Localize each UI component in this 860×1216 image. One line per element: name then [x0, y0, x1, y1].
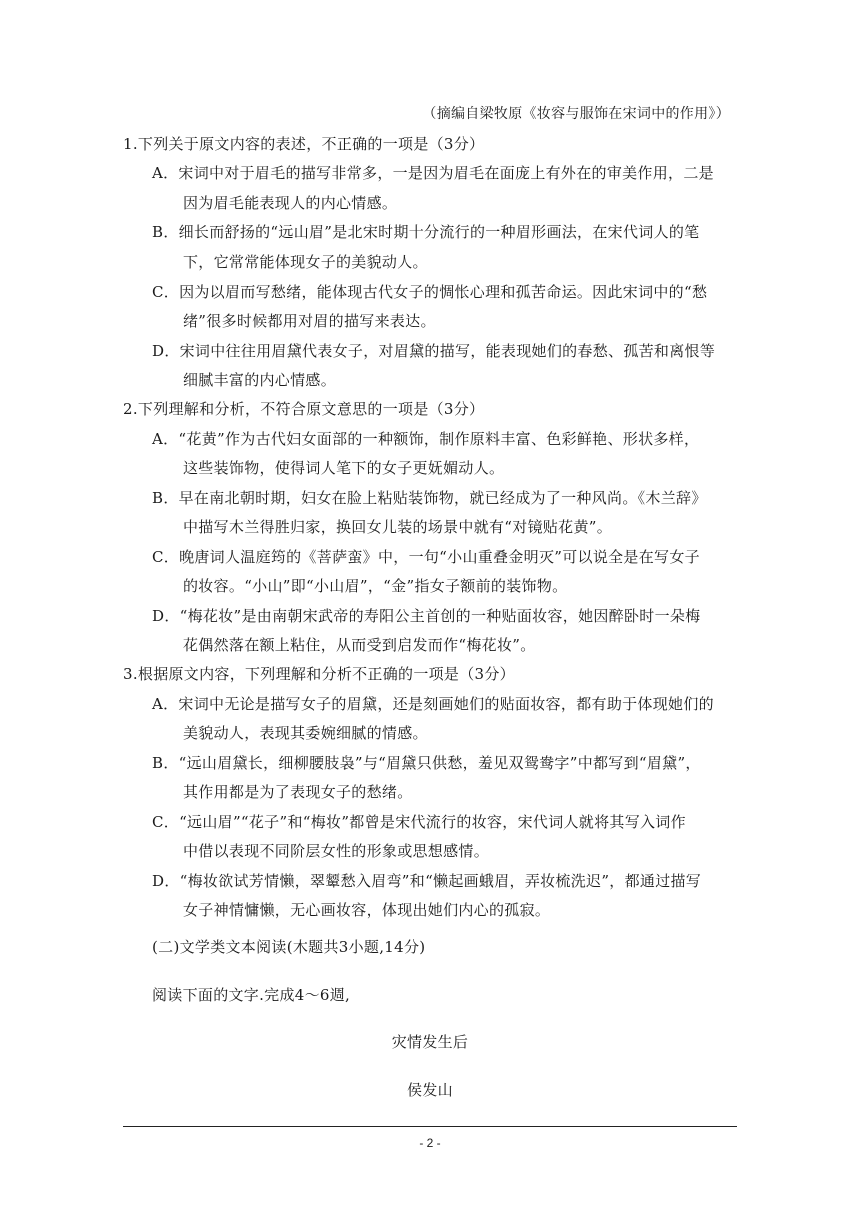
question-2-option-d: D．“梅花妆”是由南朝宋武帝的寿阳公主首创的一种贴面妆容，她因醉卧时一朵梅 — [152, 607, 701, 625]
question-1-option-a: A．宋词中对于眉毛的描写非常多，一是因为眉毛在面庞上有外在的审美作用，二是 — [152, 164, 714, 182]
question-2-stem: 2.下列理解和分析，不符合原文意思的一项是（3分） — [123, 400, 485, 418]
question-1-option-b-cont: 下，它常常能体现女子的美貌动人。 — [183, 253, 428, 271]
section-heading: (二)文学类文本阅读(木题共3小题,14分) — [152, 938, 426, 956]
question-2-option-a: A．“花黄”作为古代妇女面部的一种额饰，制作原料丰富、色彩鲜艳、形状多样， — [152, 430, 700, 448]
question-2-option-c-cont: 的妆容。“小山”即“小山眉”，“金”指女子额前的装饰物。 — [183, 577, 568, 595]
question-1-option-c-cont: 绪”很多时候都用对眉的描写来表达。 — [183, 312, 436, 330]
question-2-option-b-cont: 中描写木兰得胜归家，换回女儿装的场景中就有“对镜贴花黄”。 — [183, 518, 613, 536]
story-author: 侯发山 — [407, 1081, 453, 1099]
story-title: 灾情发生后 — [391, 1033, 469, 1051]
question-3-option-c: C．“远山眉”“花子”和“梅妆”都曾是宋代流行的妆容，宋代词人就将其写入词作 — [152, 813, 686, 831]
question-2-option-c: C．晚唐词人温庭筠的《菩萨蛮》中，一句“小山重叠金明灭”可以说全是在写女子 — [152, 548, 700, 566]
question-3-stem: 3.根据原文内容，下列理解和分析不正确的一项是（3分） — [123, 665, 515, 683]
question-1-option-c: C．因为以眉而写愁绪，能体现古代女子的惆怅心理和孤苦命运。因此宋词中的“愁 — [152, 283, 708, 301]
question-1-option-d: D．宋词中往往用眉黛代表女子，对眉黛的描写，能表现她们的春愁、孤苦和离恨等 — [152, 342, 716, 360]
question-2-option-a-cont: 这些装饰物，使得词人笔下的女子更妩媚动人。 — [183, 459, 505, 477]
question-3-option-d: D．“梅妆欲试芳情懒，翠颦愁入眉弯”和“懒起画蛾眉，弄妆梳洗迟”，都通过描写 — [152, 872, 702, 890]
question-3-option-b-cont: 其作用都是为了表现女子的愁绪。 — [183, 783, 413, 801]
question-3-option-c-cont: 中借以表现不同阶层女性的形象或思想感情。 — [183, 842, 490, 860]
question-1-stem: 1.下列关于原文内容的表述，不正确的一项是（3分） — [123, 135, 485, 153]
question-1-option-b: B．细长而舒扬的“远山眉”是北宋时期十分流行的一种眉形画法，在宋代词人的笔 — [152, 223, 700, 241]
question-1-option-a-cont: 因为眉毛能表现人的内心情感。 — [183, 194, 398, 212]
question-2-option-d-cont: 花偶然落在额上粘住，从而受到启发而作“梅花妆”。 — [183, 636, 536, 654]
reading-instruction: 阅读下面的文字.完成4～6週, — [152, 986, 351, 1004]
footer-divider — [123, 1126, 737, 1127]
question-2-option-b: B．早在南北朝时期，妇女在脸上粘贴装饰物，就已经成为了一种风尚。《木兰辞》 — [152, 489, 707, 507]
page-number: - 2 - — [419, 1136, 441, 1150]
question-3-option-a: A．宋词中无论是描写女子的眉黛，还是刻画她们的贴面妆容，都有助于体现她们的 — [152, 695, 714, 713]
question-1-option-d-cont: 细腻丰富的内心情感。 — [183, 371, 337, 389]
question-3-option-a-cont: 美貌动人，表现其委婉细腻的情感。 — [183, 724, 428, 742]
source-note: （摘编自梁牧原《妆容与服饰在宋词中的作用》） — [422, 106, 730, 122]
question-3-option-d-cont: 女子神情慵懒，无心画妆容，体现出她们内心的孤寂。 — [183, 901, 551, 919]
question-3-option-b: B．“远山眉黛长，细柳腰肢袅”与“眉黛只供愁，羞见双鸳鸯字”中都写到“眉黛”， — [152, 754, 701, 772]
